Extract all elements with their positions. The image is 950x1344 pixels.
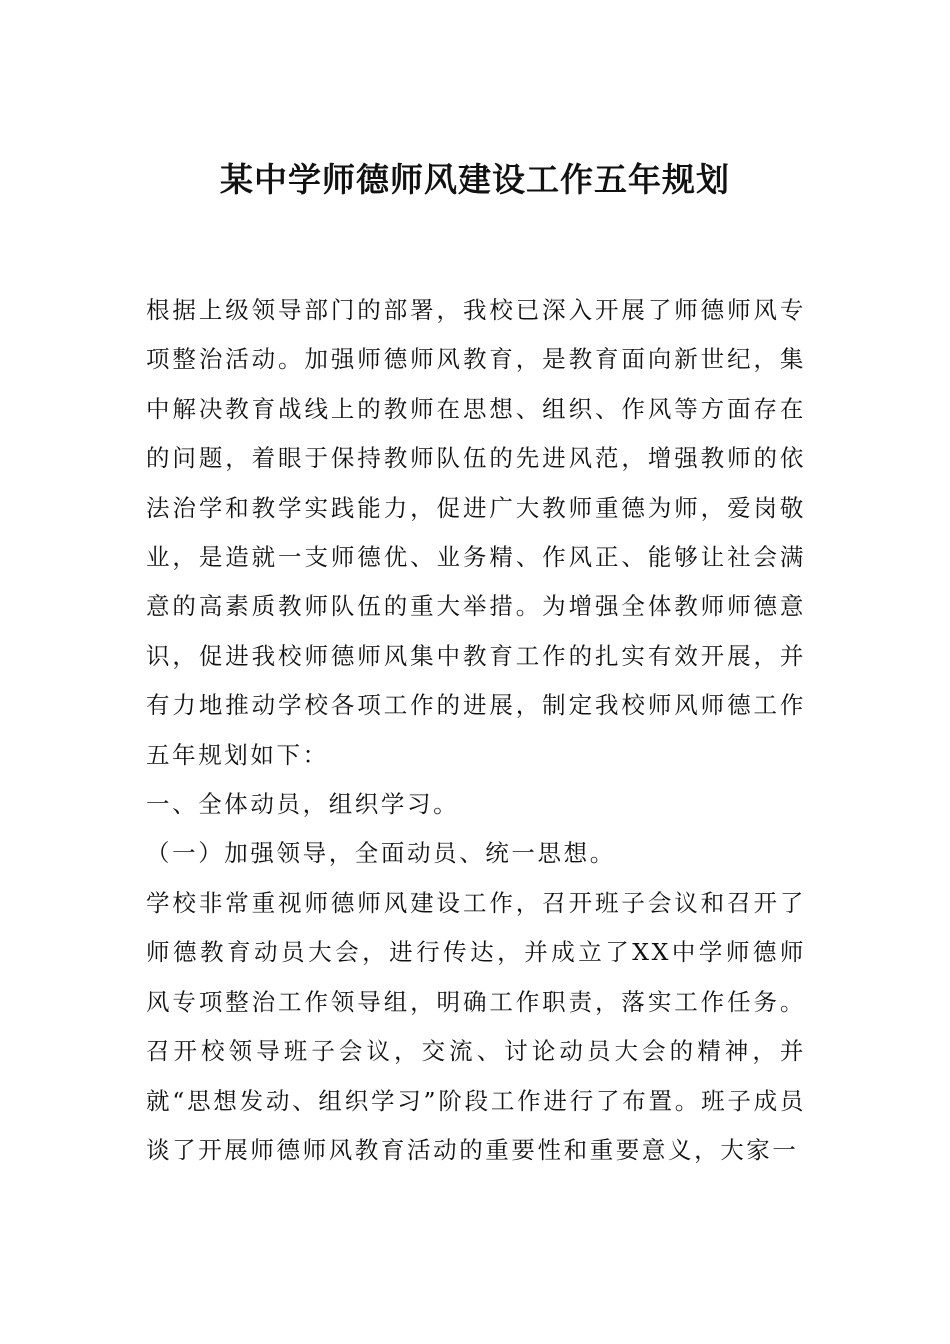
subsection-paragraph: 学校非常重视师德师风建设工作，召开班子会议和召开了师德教育动员大会，进行传达，并成立了XX中学师德师风专项整治工作领导组，明确工作职责，落实工作任务。召开校领导班子会议，交流、讨论动员大会的精神，并就“思想发动、组织学习”阶段工作进行了布置。班子成员谈了开展师德师风教育活动的重要性和重要意义，大家一 (146, 888, 806, 1164)
document-title: 某中学师德师风建设工作五年规划 (220, 160, 730, 199)
intro-paragraph: 根据上级领导部门的部署，我校已深入开展了师德师风专项整治活动。加强师德师风教育，是教育面向新世纪，集中解决教育战线上的教师在思想、组织、作风等方面存在的问题，着眼于保持教师队伍的先进风范，增强教师的依法治学和教学实践能力，促进广大教师重德为师，爱岗敬业，是造就一支师德优、业务精、作风正、能够让社会满意的高素质教师队伍的重大举措。为增强全体教师师德意识，促进我校师德师风集中教育工作的扎实有效开展，并有力地推动学校各项工作的进展，制定我校师风师德工作五年规划如下： (146, 296, 806, 769)
document-body (146, 286, 806, 1175)
section-heading: 一、全体动员，组织学习。 (146, 790, 460, 819)
subsection-heading: （一）加强领导，全面动员、统一思想。 (146, 839, 616, 868)
